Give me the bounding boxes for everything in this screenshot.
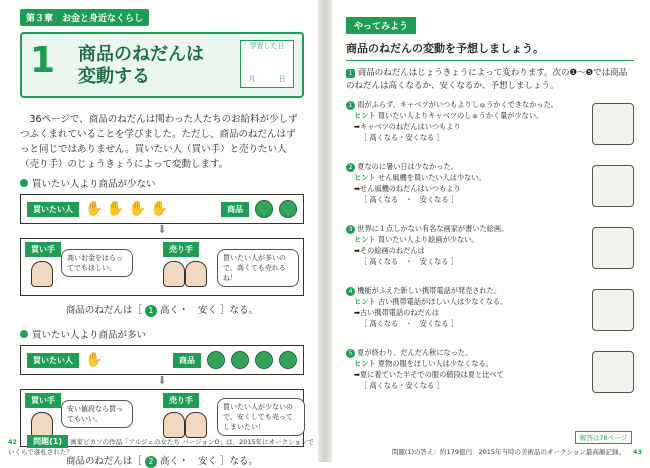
study-date-box: [240, 40, 294, 88]
section1-dialogue: [20, 238, 304, 296]
study-date-label: 学習した日: [249, 42, 285, 50]
goods-tag: 商品: [173, 353, 201, 368]
right-page: [332, 0, 650, 462]
urite-tag: 売り手: [163, 393, 199, 408]
result1-prefix: 商品のねだんは［: [65, 305, 142, 316]
question-hint: [346, 172, 634, 183]
question-body: 夏が終わり、だんだん秋になった。: [357, 348, 473, 357]
footer-answer-text: 問題(1)の答え：約179億円 2015年当時の美術品のオークション最高額記録。: [391, 448, 625, 456]
intro-number: 1: [346, 69, 355, 78]
question-body: 機能がふえた新しい携帯電話が発売された。: [357, 286, 502, 295]
answer-choices[interactable]: ［ 高くなる・安くなる ］: [360, 133, 444, 142]
right-intro-text: 商品のねだんはじょうきょうによって変わります。次の❶〜❺では商品のねだんは高くなるか、安くなるか、予想しましょう。: [346, 68, 628, 91]
intro-text: 36ページで、商品のねだんは関わった人たちのお給料が少しずつふくまれていることを学びました。ただし、商品のねだんはずっと同じではありません。買いたい人（買い手）と売りたい人（売り手）のじょうきょうによって変動します。: [20, 114, 298, 170]
seller-person-icon: [163, 261, 185, 287]
section2-row: [20, 345, 304, 375]
buyer-tag: 買いたい人: [27, 353, 79, 368]
seller-person-icon: [163, 412, 185, 438]
section1-heading: [20, 176, 304, 190]
question-number: 2: [346, 163, 355, 172]
question-item: [346, 161, 634, 217]
page-number-right: 43: [632, 448, 642, 456]
question-text: [346, 223, 634, 234]
apple-icon: [279, 200, 297, 218]
right-footer: [392, 447, 642, 456]
result1-suffix: ］なる。: [220, 305, 259, 316]
question-hint: [346, 296, 634, 307]
right-heading: 商品のねだんの変動を予想しましょう。: [346, 40, 634, 61]
chapter-label: 第３章 お金と身近なくらし: [20, 9, 149, 26]
hint-text: 古い携帯電話がほしい人は少なくなる。: [377, 297, 508, 306]
season-icon: [592, 351, 634, 393]
answer1-marker: 1: [145, 305, 157, 317]
seller-bubble: 買いたい人が多いので、高くても売れるね！: [217, 249, 299, 287]
answer-choices[interactable]: ［ 高くなる・安くなる ］: [360, 381, 444, 390]
seller-person-icon: [185, 412, 207, 438]
phone-icon: [592, 289, 634, 331]
painting-icon: [592, 227, 634, 269]
buyer-person-icon: [31, 261, 53, 287]
hint-label: ヒント: [354, 297, 376, 306]
seller-person-icon: [185, 261, 207, 287]
left-page: [0, 0, 318, 467]
question-number: 4: [346, 287, 355, 296]
result1: [20, 302, 304, 317]
day-label: 日: [278, 75, 286, 83]
lesson-title: [78, 44, 204, 88]
hand-icon: ✋: [85, 352, 103, 368]
fan-icon: [592, 165, 634, 207]
section1-text: 買いたい人より商品が少ない: [32, 179, 156, 190]
question-number: 1: [346, 101, 355, 110]
book-gutter: [318, 0, 332, 462]
answer-page-link: 解答は78ページ: [575, 431, 632, 444]
answer2-marker: 2: [145, 456, 157, 468]
question-text: [346, 99, 634, 110]
buyer-bubble: 高いお金をはらってでもほしい。: [61, 249, 133, 277]
question-item: [346, 285, 634, 341]
kaite-tag: 買い手: [25, 242, 61, 257]
down-arrow-icon: ⬇: [157, 223, 167, 236]
footer-question-text: 画家ピカソの作品「アルジェの女たち バージョンO」は、2015年にオークションでいくらで落札された？: [8, 438, 314, 456]
result2-choices: 高く・ 安く: [160, 456, 218, 467]
cabbage-icon: [592, 103, 634, 145]
hint-label: ヒント: [354, 235, 376, 244]
month-label: 月: [248, 75, 256, 83]
result2-suffix: ］なる。: [220, 456, 259, 467]
bullet-icon: [20, 179, 28, 187]
section2-heading: [20, 327, 304, 341]
apple-icon: [279, 351, 297, 369]
question-number: 5: [346, 349, 355, 358]
question-hint: [346, 110, 634, 121]
lesson-number: 1: [30, 40, 56, 81]
goods-tag: 商品: [221, 202, 249, 217]
apple-icon: [207, 351, 225, 369]
question-hint: [346, 234, 634, 245]
buyer-tag: 買いたい人: [27, 202, 79, 217]
apple-icon: [255, 200, 273, 218]
question-text: [346, 161, 634, 172]
study-date-fields: [241, 74, 293, 84]
kaite-tag: 買い手: [25, 393, 61, 408]
answer-choices[interactable]: ［ 高くなる ・ 安くなる ］: [360, 195, 459, 204]
result2-prefix: 商品のねだんは［: [65, 456, 142, 467]
hint-text: 買いたい人よりキャベツのしゅうかく量が少ない。: [377, 111, 544, 120]
left-footer: [8, 436, 318, 456]
question-arrow: ➡夏に着ていた半そでの服の値段は夏と比べて: [354, 370, 504, 379]
answer-choices[interactable]: ［ 高くなる ・ 安くなる ］: [360, 257, 459, 266]
hint-text: 買いたい人より絵画が少ない。: [377, 235, 479, 244]
seller-bubble: 買いたい人が少ないので、安くしても売ってしまいたい！: [217, 398, 305, 436]
result1-choices: 高く・ 安く: [160, 305, 218, 316]
lesson-title-box: [20, 32, 304, 98]
down-arrow-icon: ⬇: [157, 374, 167, 387]
lesson-title-line1: 商品のねだんは: [78, 44, 204, 65]
urite-tag: 売り手: [163, 242, 199, 257]
page-number-left: 42: [8, 438, 18, 446]
hint-label: ヒント: [354, 111, 376, 120]
question-arrow: ➡古い携帯電話のねだんは: [354, 308, 440, 317]
question-hint: [346, 358, 634, 369]
question-text: [346, 347, 634, 358]
question-list: [346, 99, 634, 403]
question-arrow: ➡キャベツのねだんはいつもより: [354, 122, 461, 131]
section2-text: 買いたい人より商品が多い: [32, 330, 147, 341]
question-arrow: ➡せん風機のねだんはいつもより: [354, 184, 461, 193]
hint-label: ヒント: [354, 359, 376, 368]
lesson-title-line2: 変動する: [78, 66, 150, 87]
right-intro: [346, 67, 634, 93]
hint-text: せん風機を買いたい人は少ない。: [377, 173, 486, 182]
question-item: [346, 347, 634, 403]
question-text: [346, 285, 634, 296]
hint-label: ヒント: [354, 173, 376, 182]
buyer-bubble: 安い値段なら買ってもいい。: [61, 400, 133, 428]
hint-text: 夏物の服をほしい人は少なくなる。: [377, 359, 493, 368]
question-body: 世界に１点しかない有名な画家が書いた絵画。: [357, 224, 509, 233]
question-arrow: ➡その絵画のねだんは: [354, 246, 425, 255]
bullet-icon: [20, 330, 28, 338]
footer-question-label: 問題(1): [27, 435, 68, 448]
answer-choices[interactable]: ［ 高くなる ・ 安くなる ］: [360, 319, 459, 328]
section1-row: [20, 194, 304, 224]
question-body: 夏なのに暑い日は少なかった。: [357, 162, 458, 171]
question-number: 3: [346, 225, 355, 234]
apple-icon: [231, 351, 249, 369]
question-item: [346, 99, 634, 155]
question-item: [346, 223, 634, 279]
question-body: 雨がふらず、キャベツがいつもよりしゅうかくできなかった。: [357, 100, 558, 109]
yattemiyou-label: やってみよう: [346, 17, 416, 34]
hand-icon: ✋ ✋ ✋ ✋: [85, 201, 169, 217]
apple-icon: [255, 351, 273, 369]
